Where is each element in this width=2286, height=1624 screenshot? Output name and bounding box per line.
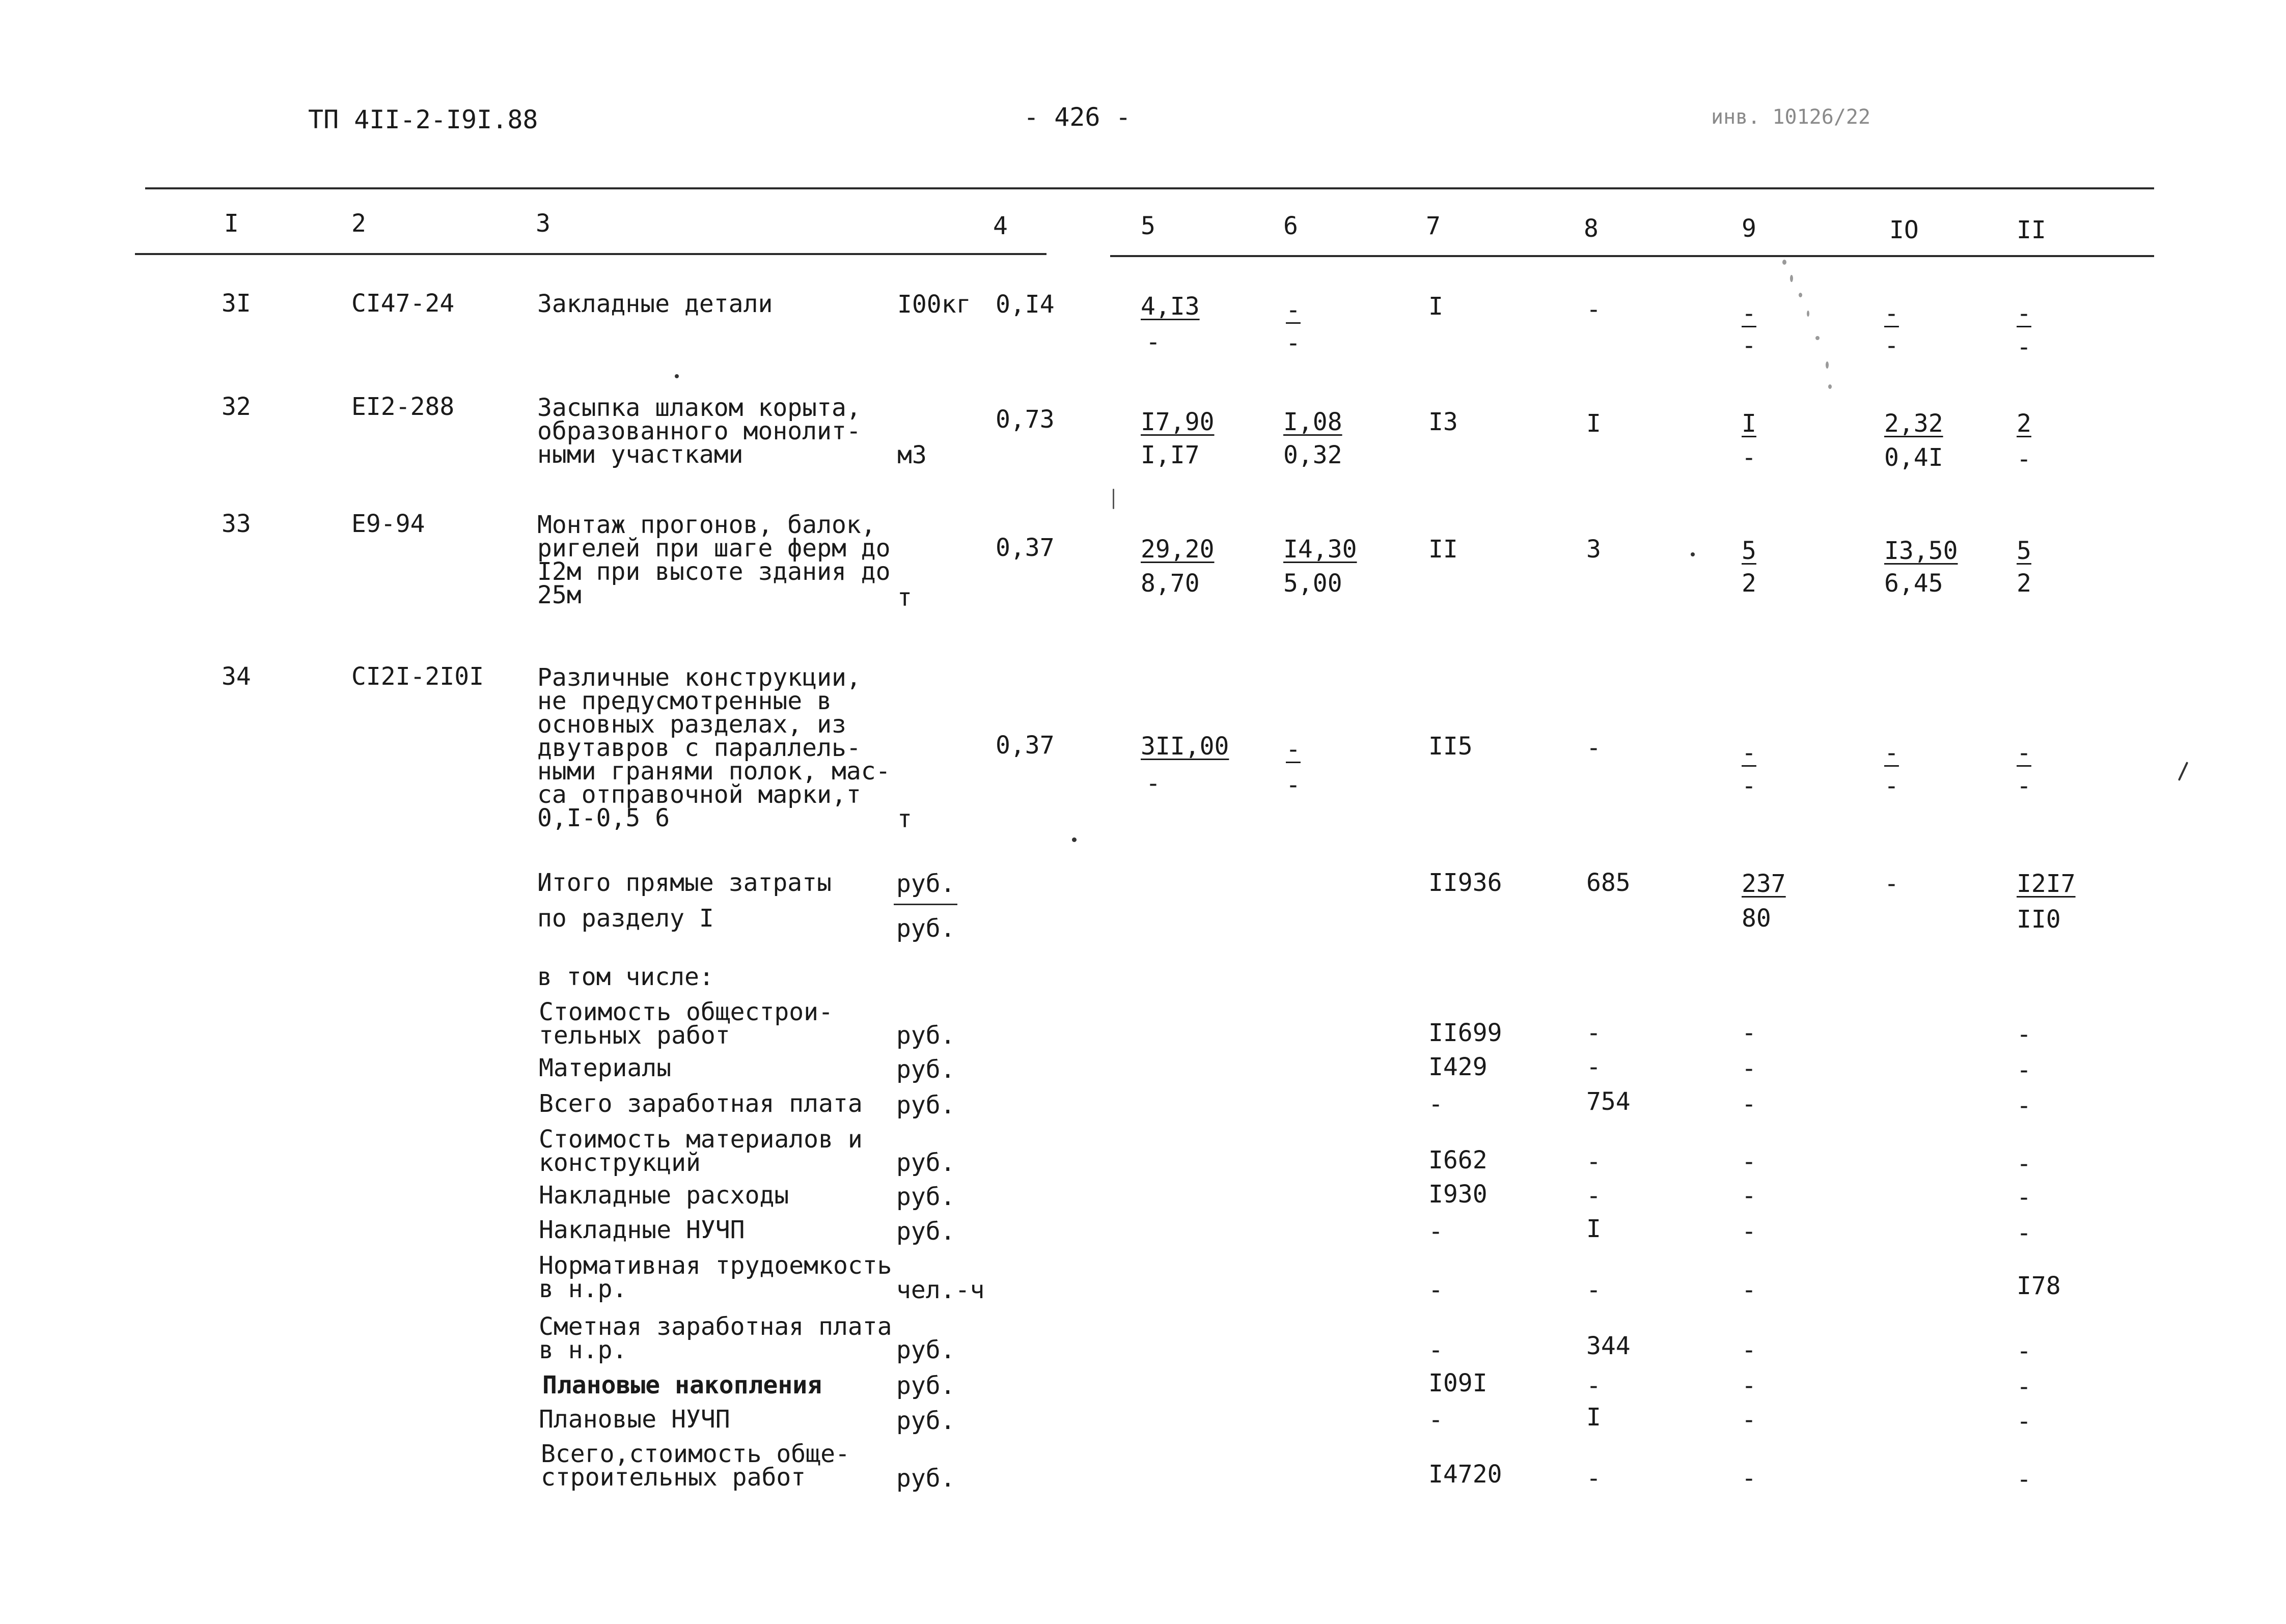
total-unit-top: руб. — [896, 870, 955, 898]
c9-top: - — [1742, 739, 1756, 767]
summary-label: Плановые НУЧП — [539, 1405, 730, 1434]
row-unit: т — [897, 805, 912, 833]
c11-bottom: - — [2017, 445, 2031, 473]
summary-c8: - — [1586, 1464, 1601, 1493]
c10-top: - — [1884, 739, 1899, 767]
summary-label: Сметная заработная плата в н.р. — [539, 1312, 892, 1364]
summary-c9: - — [1742, 1054, 1756, 1083]
c7-value: II5 — [1428, 732, 1473, 761]
c11-top: - — [2017, 299, 2031, 328]
summary-unit: руб. — [896, 1055, 955, 1084]
doc-code: ТП 4II-2-I9I.88 — [308, 105, 538, 134]
summary-unit: руб. — [896, 1183, 955, 1211]
row-unit: м3 — [897, 441, 927, 469]
summary-c11: - — [2017, 1020, 2031, 1049]
summary-c11: - — [2017, 1465, 2031, 1494]
row-quantity: 0,I4 — [996, 290, 1055, 319]
c9-top: - — [1742, 299, 1756, 328]
summary-c8: - — [1586, 1276, 1601, 1304]
scan-speck — [1815, 336, 1820, 340]
c6-top: - — [1286, 735, 1301, 764]
summary-c9: - — [1742, 1336, 1756, 1364]
row-number: 33 — [222, 510, 251, 538]
summary-c7: II699 — [1428, 1019, 1502, 1047]
c5-top: 4,I3 — [1141, 292, 1200, 321]
summary-unit: руб. — [896, 1021, 955, 1050]
col-header: I — [224, 209, 239, 238]
summary-unit: руб. — [896, 1091, 955, 1119]
summary-c11: - — [2017, 1056, 2031, 1084]
c9-bottom: 2 — [1742, 569, 1756, 598]
c10-bottom: 0,4I — [1884, 443, 1943, 472]
summary-c8: 344 — [1586, 1332, 1631, 1360]
col-header: 8 — [1584, 214, 1599, 243]
scan-speck — [1807, 311, 1809, 317]
row-description: Различные конструкции, не предусмотренные в основных разделах, из двутавров с параллель- ными гранями полок, мас- са отправочной марки,т 0,I-0,5 6 — [537, 663, 891, 832]
scan-speck — [2178, 762, 2189, 781]
summary-c7: - — [1428, 1406, 1443, 1434]
summary-c11: I78 — [2017, 1272, 2061, 1300]
summary-unit: руб. — [896, 1371, 955, 1400]
summary-c9: - — [1742, 1371, 1756, 1400]
total-c9-bottom: 80 — [1742, 904, 1771, 933]
col-header: IO — [1889, 216, 1919, 244]
col-header: 5 — [1141, 212, 1155, 240]
summary-label: Накладные НУЧП — [539, 1216, 745, 1244]
scan-speck — [1782, 260, 1786, 265]
c10-top: I3,50 — [1884, 537, 1958, 565]
summary-unit: руб. — [896, 1464, 955, 1493]
summary-c11: - — [2017, 1150, 2031, 1178]
summary-c9: - — [1742, 1090, 1756, 1118]
summary-c8: - — [1586, 1371, 1601, 1400]
c5-bottom: I,I7 — [1141, 441, 1200, 469]
row-quantity: 0,73 — [996, 405, 1055, 434]
summary-c7: I662 — [1428, 1146, 1488, 1174]
summary-c7: - — [1428, 1276, 1443, 1304]
c11-bottom: - — [2017, 333, 2031, 361]
scan-speck — [1113, 489, 1114, 509]
c6-bottom: - — [1286, 329, 1301, 357]
summary-c8: - — [1586, 1053, 1601, 1081]
c5-top: 29,20 — [1141, 535, 1215, 564]
c6-top: - — [1286, 296, 1301, 324]
table-top-rule — [145, 187, 2154, 189]
c10-bottom: - — [1884, 772, 1899, 800]
summary-c9: - — [1742, 1182, 1756, 1210]
c8-value: 3 — [1586, 535, 1601, 564]
c10-bottom: 6,45 — [1884, 569, 1943, 598]
header-bottom-rule-right — [1110, 255, 2154, 257]
row-description: Закладные детали — [537, 290, 773, 318]
row-code: EI2-288 — [351, 393, 455, 421]
summary-c7: I930 — [1428, 1180, 1488, 1209]
summary-c8: - — [1586, 1019, 1601, 1047]
col-header: 4 — [993, 212, 1008, 240]
c8-value: I — [1586, 409, 1601, 438]
summary-c8: - — [1586, 1182, 1601, 1210]
summary-c9: - — [1742, 1147, 1756, 1176]
subtotal-heading: в том числе: — [537, 963, 714, 991]
summary-unit: руб. — [896, 1336, 955, 1364]
c6-bottom: - — [1286, 771, 1301, 799]
c11-top: - — [2017, 739, 2031, 767]
summary-label: Плановые накопления — [542, 1371, 822, 1399]
c11-top: 2 — [2017, 409, 2031, 438]
row-quantity: 0,37 — [996, 534, 1055, 562]
total-unit-bottom: руб. — [896, 914, 955, 943]
summary-c9: - — [1742, 1406, 1756, 1434]
row-quantity: 0,37 — [996, 731, 1055, 760]
summary-c9: - — [1742, 1019, 1756, 1047]
summary-c7: - — [1428, 1217, 1443, 1246]
inventory-number: инв. 10126/22 — [1711, 105, 1871, 129]
c7-value: II — [1428, 535, 1458, 564]
c9-bottom: - — [1742, 772, 1756, 800]
summary-label: Накладные расходы — [539, 1181, 789, 1210]
c10-bottom: - — [1884, 331, 1899, 360]
total-c7: II936 — [1428, 869, 1502, 897]
total-c8: 685 — [1586, 869, 1631, 897]
row-number: 32 — [222, 393, 251, 421]
summary-unit: чел.-ч — [896, 1276, 985, 1304]
total-c10: - — [1884, 870, 1899, 898]
summary-c7: I4720 — [1428, 1460, 1502, 1489]
scan-speck — [1799, 293, 1802, 297]
row-description: Засыпка шлаком корыта, образованного монолит- ными участками — [537, 394, 861, 469]
summary-label: Нормативная трудоемкость в н.р. — [539, 1251, 892, 1303]
c10-top: - — [1884, 299, 1899, 328]
total-label-line1: Итого прямые затраты — [537, 869, 832, 897]
summary-c11: - — [2017, 1337, 2031, 1365]
scan-speck — [1691, 552, 1695, 556]
summary-label: Стоимость общестрои- тельных работ — [539, 998, 833, 1050]
summary-c9: - — [1742, 1217, 1756, 1246]
summary-c9: - — [1742, 1464, 1756, 1493]
total-c11-bottom: II0 — [2017, 905, 2061, 934]
c6-bottom: 0,32 — [1283, 441, 1342, 469]
summary-label: Стоимость материалов и конструкций — [539, 1125, 863, 1177]
c9-top: I — [1742, 409, 1756, 438]
summary-c11: - — [2017, 1219, 2031, 1247]
row-code: E9-94 — [351, 510, 425, 538]
summary-unit: руб. — [896, 1407, 955, 1435]
c9-bottom: - — [1742, 443, 1756, 472]
c5-top: I7,90 — [1141, 408, 1215, 436]
summary-c11: - — [2017, 1091, 2031, 1120]
total-c11-top: I2I7 — [2017, 870, 2076, 898]
c9-bottom: - — [1742, 331, 1756, 360]
c7-value: I3 — [1428, 408, 1458, 436]
row-code: CI2I-2I0I — [351, 662, 484, 691]
col-header: II — [2017, 216, 2046, 244]
col-header: 2 — [351, 209, 366, 238]
summary-label: Всего,стоимость обще- строительных работ — [541, 1440, 850, 1492]
col-header: 7 — [1426, 212, 1441, 240]
c5-bottom: - — [1146, 328, 1161, 356]
summary-c8: 754 — [1586, 1087, 1631, 1116]
total-unit-rule — [894, 904, 957, 905]
c5-top: 3II,00 — [1141, 732, 1229, 761]
c6-top: I4,30 — [1283, 535, 1357, 564]
c11-bottom: 2 — [2017, 569, 2031, 598]
row-number: 3I — [222, 289, 251, 318]
summary-c7: - — [1428, 1090, 1443, 1118]
summary-label: Всего заработная плата — [539, 1089, 863, 1118]
c6-top: I,08 — [1283, 408, 1342, 436]
row-unit: т — [897, 583, 912, 612]
scan-speck — [675, 374, 679, 378]
summary-c11: - — [2017, 1373, 2031, 1401]
total-c9-top: 237 — [1742, 870, 1786, 898]
summary-c9: - — [1742, 1276, 1756, 1304]
c8-value: - — [1586, 295, 1601, 324]
c5-bottom: 8,70 — [1141, 569, 1200, 598]
summary-c8: I — [1586, 1403, 1601, 1432]
summary-c11: - — [2017, 1407, 2031, 1436]
summary-unit: руб. — [896, 1149, 955, 1177]
page-number: - 426 - — [1024, 102, 1131, 132]
summary-c7: I429 — [1428, 1053, 1488, 1081]
scan-speck — [1826, 361, 1829, 369]
row-unit: I00кг — [897, 290, 971, 319]
col-header: 9 — [1742, 214, 1756, 243]
summary-c8: I — [1586, 1215, 1601, 1243]
scan-speck — [1790, 275, 1793, 282]
header-bottom-rule-left — [135, 253, 1046, 255]
c10-top: 2,32 — [1884, 409, 1943, 438]
c7-value: I — [1428, 292, 1443, 321]
c11-bottom: - — [2017, 772, 2031, 800]
c8-value: - — [1586, 734, 1601, 762]
total-label-line2: по разделу I — [537, 904, 714, 933]
scan-speck — [1828, 384, 1832, 389]
c9-top: 5 — [1742, 537, 1756, 565]
row-description: Монтаж прогонов, балок, ригелей при шаге ферм до I2м при высоте здания до 25м — [537, 511, 891, 609]
row-number: 34 — [222, 662, 251, 691]
col-header: 6 — [1283, 212, 1298, 240]
summary-unit: руб. — [896, 1217, 955, 1246]
c11-top: 5 — [2017, 537, 2031, 565]
summary-c7: I09I — [1428, 1369, 1488, 1397]
summary-c8: - — [1586, 1147, 1601, 1176]
col-header: 3 — [536, 209, 550, 238]
summary-c11: - — [2017, 1183, 2031, 1212]
row-code: CI47-24 — [351, 289, 455, 318]
c5-bottom: - — [1146, 769, 1161, 798]
summary-label: Материалы — [539, 1054, 672, 1082]
summary-c7: - — [1428, 1336, 1443, 1364]
scan-speck — [1072, 837, 1077, 842]
c6-bottom: 5,00 — [1283, 569, 1342, 598]
